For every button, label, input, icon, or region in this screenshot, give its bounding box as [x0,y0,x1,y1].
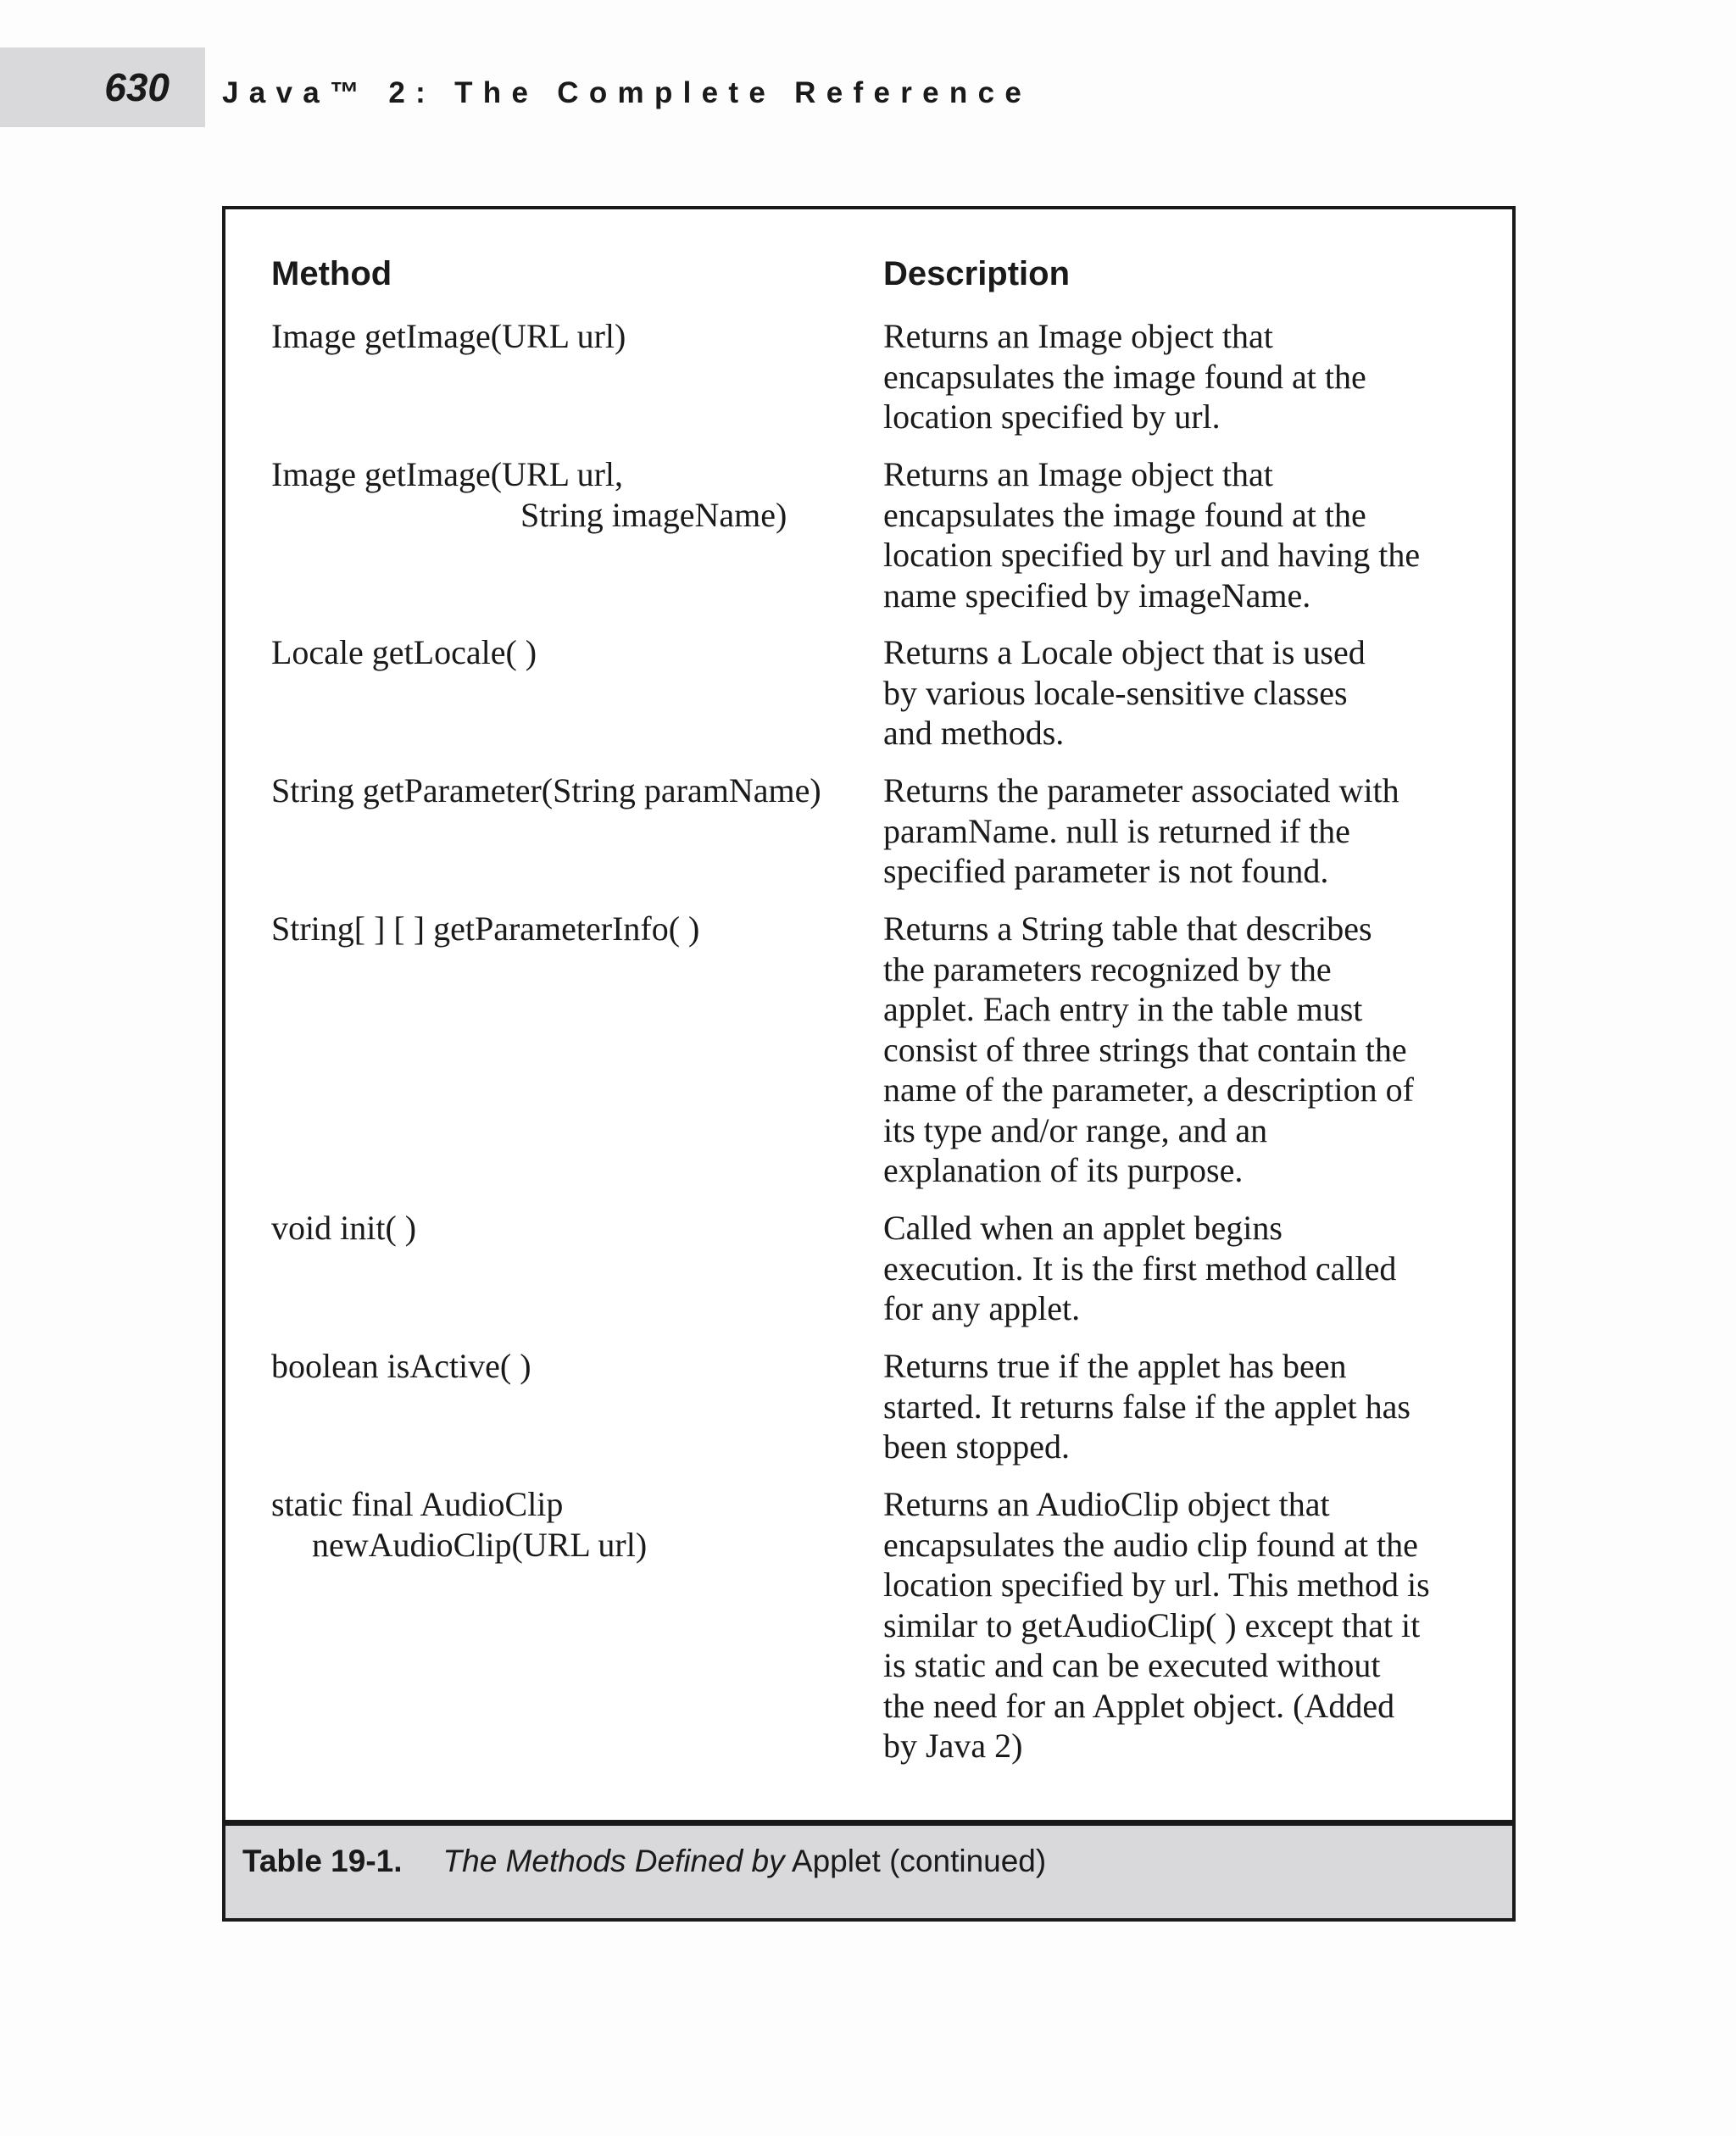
method-line: void init( ) [271,1209,417,1247]
description-line: is static and can be executed without [883,1646,1381,1684]
method-description [883,1484,1511,1766]
method-line: Image getImage(URL url, [271,455,624,493]
description-line: its type and/or range, and an [883,1110,1268,1149]
caption-label: Table 19-1. [242,1844,403,1878]
description-line: location specified by url. This method is [883,1566,1430,1604]
method-line: String getParameter(String paramName) [271,771,821,809]
table-body [225,209,1512,1827]
methods-table [222,206,1516,1922]
method-description [883,770,1511,892]
description-line: Returns a Locale object that is used [883,633,1366,671]
description-line: Returns an Image object that [883,317,1273,355]
description-line: consist of three strings that contain the [883,1030,1407,1069]
method-line: newAudioClip(URL url) [312,1525,648,1564]
description-line: started. It returns false if the applet has [883,1387,1410,1426]
description-line: encapsulates the image found at the [883,357,1366,396]
description-line: by Java 2) [883,1727,1023,1765]
method-signature [271,1484,876,1565]
column-header-description: Description [883,255,1071,292]
description-line: specified parameter is not found. [883,852,1329,890]
description-line: Returns an Image object that [883,455,1273,493]
running-title: Java™ 2: The Complete Reference [222,76,1032,109]
description-line: paramName. null is returned if the [883,811,1350,850]
description-line: explanation of its purpose. [883,1151,1244,1189]
description-line: name of the parameter, a description of [883,1071,1414,1109]
description-line: Called when an applet begins [883,1209,1283,1247]
description-line: location specified by url and having the [883,536,1421,574]
description-line: encapsulates the image found at the [883,495,1366,534]
method-description [883,909,1511,1191]
description-line: execution. It is the first method called [883,1249,1397,1288]
method-signature [271,1346,876,1387]
method-signature [271,632,876,673]
description-line: location specified by url. [883,398,1221,436]
method-line: String[ ] [ ] getParameterInfo( ) [271,909,700,948]
caption-title: The Methods Defined by [442,1844,785,1878]
method-description [883,1346,1511,1467]
method-line: Image getImage(URL url) [271,317,626,355]
page-number: 630 [104,65,170,109]
description-line: similar to getAudioClip( ) except that it [883,1605,1421,1644]
description-line: the need for an Applet object. (Added [883,1686,1395,1725]
description-line: applet. Each entry in the table must [883,990,1363,1028]
description-line: Returns the parameter associated with [883,771,1399,809]
caption-class-name: Applet [791,1844,881,1878]
description-line: Returns a String table that describes [883,909,1372,948]
description-line: by various locale-sensitive classes [883,673,1348,712]
description-line: and methods. [883,714,1065,752]
method-line: boolean isActive( ) [271,1347,531,1385]
description-line: the parameters recognized by the [883,949,1332,988]
caption-suffix: (continued) [889,1844,1047,1878]
description-line: encapsulates the audio clip found at the [883,1525,1418,1564]
method-signature [271,770,876,811]
method-description [883,1208,1511,1329]
method-description [883,316,1511,437]
description-line: Returns an AudioClip object that [883,1485,1330,1523]
description-line: been stopped. [883,1427,1070,1466]
method-description [883,454,1511,615]
method-line: Locale getLocale( ) [271,633,537,671]
description-line: Returns true if the applet has been [883,1347,1347,1385]
column-header-method: Method [271,255,392,292]
method-signature [271,454,876,535]
method-signature [271,909,876,949]
description-line: for any applet. [883,1289,1081,1327]
method-signature [271,1208,876,1249]
method-line: static final AudioClip [271,1485,564,1523]
table-column-headers [271,248,1512,299]
table-caption [225,1820,1512,1918]
caption-text [242,1836,1046,1887]
method-line: String imageName) [520,495,787,534]
method-description [883,632,1511,754]
description-line: name specified by imageName. [883,576,1311,615]
method-signature [271,316,876,357]
